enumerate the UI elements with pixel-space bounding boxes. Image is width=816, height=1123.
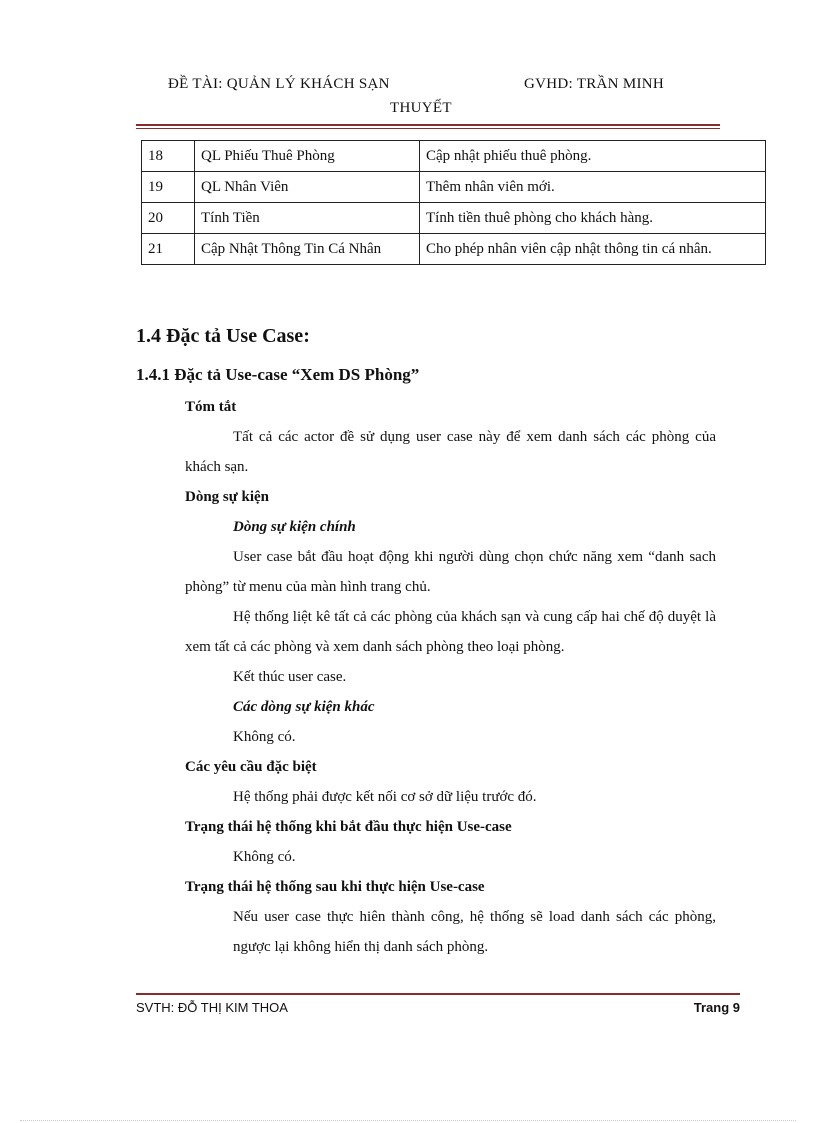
row-usecase: QL Phiếu Thuê Phòng [195,141,420,172]
table-row [142,172,766,203]
table-row [142,203,766,234]
main-flow-p2: Hệ thống liệt kê tất cả các phòng của khách sạn và cung cấp hai chế độ duyệt là xem tất cả các phòng và xem danh sách phòng theo loại phòng. [185,609,716,655]
use-case-table [141,140,766,265]
pre-text: Không có. [233,849,296,865]
row-description: Cập nhật phiếu thuê phòng. [420,141,766,172]
footer-student: SVTH: ĐỖ THỊ KIM THOA [136,1000,288,1015]
flow-title: Dòng sự kiện [185,489,270,505]
special-text: Hệ thống phải được kết nối cơ sở dữ liệu trước đó. [233,789,537,805]
post-text: Nếu user case thực hiên thành công, hệ thống sẽ load danh sách các phòng, ngược lại không hiển thị danh sách phòng. [233,909,716,955]
header-rule-thin [136,128,720,129]
main-flow-p3: Kết thúc user case. [233,669,347,685]
row-usecase: QL Nhân Viên [195,172,420,203]
header-rule [136,124,720,126]
use-case-spec [185,392,716,962]
other-flow-text: Không có. [233,729,296,745]
table-row [142,234,766,265]
subsection-heading: 1.4.1 Đặc tả Use-case “Xem DS Phòng” [136,365,420,384]
row-number: 20 [142,203,195,234]
main-flow-title: Dòng sự kiện chính [233,519,356,535]
row-number: 18 [142,141,195,172]
header-topic: ĐỀ TÀI: QUẢN LÝ KHÁCH SẠN [168,76,390,92]
header-advisor: GVHD: TRẦN MINH [524,76,665,92]
post-title: Trạng thái hệ thống sau khi thực hiện Use-case [185,879,485,895]
row-description: Thêm nhân viên mới. [420,172,766,203]
summary-text: Tất cả các actor đề sử dụng user case này để xem danh sách các phòng của khách sạn. [185,429,716,475]
pre-title: Trạng thái hệ thống khi bắt đầu thực hiện Use-case [185,819,512,835]
row-usecase: Tính Tiền [195,203,420,234]
page-bottom-edge [20,1120,796,1121]
footer-page-number: Trang 9 [693,1000,740,1015]
row-usecase: Cập Nhật Thông Tin Cá Nhân [195,234,420,265]
row-description: Tính tiền thuê phòng cho khách hàng. [420,203,766,234]
section-heading: 1.4 Đặc tả Use Case: [136,325,310,347]
special-title: Các yêu cầu đặc biệt [185,759,317,775]
row-number: 21 [142,234,195,265]
table-row [142,141,766,172]
row-number: 19 [142,172,195,203]
other-flow-title: Các dòng sự kiện khác [233,699,375,715]
main-flow-p1: User case bắt đầu hoạt động khi người dùng chọn chức năng xem “danh sach phòng” từ menu của màn hình trang chủ. [185,549,716,595]
summary-title: Tóm tắt [185,399,237,415]
row-description: Cho phép nhân viên cập nhật thông tin cá nhân. [420,234,766,265]
footer-rule [136,993,740,995]
header-advisor-continued: THUYẾT [390,100,452,116]
